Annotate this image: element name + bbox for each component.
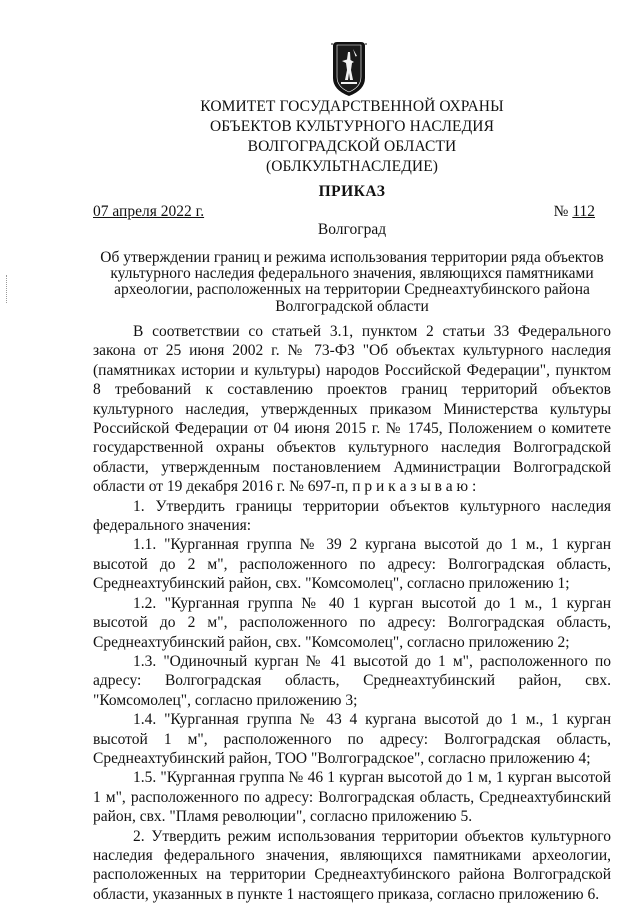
org-line: (ОБЛКУЛЬТНАСЛЕДИЕ) <box>265 158 439 175</box>
org-line: ВОЛГОГРАДСКОЙ ОБЛАСТИ <box>247 138 457 155</box>
organization-name <box>150 97 554 177</box>
order-number-prefix: № <box>553 203 569 220</box>
margin-mark <box>6 275 8 303</box>
body-paragraph-item-1: 1. Утвердить границы территории объектов культурного наследия федерального значения: <box>93 497 611 535</box>
body-paragraph-item-1-5: 1.5. "Курганная группа № 46 1 курган высотой до 1 м, 1 курган высотой 1 м", расположенного по адресу: Волгоградская область, Среднеахтубинский район, свх. "Пламя революции", согласно приложению 5. <box>93 769 611 826</box>
order-title: ПРИКАЗ <box>318 183 386 200</box>
body-paragraph-item-1-4: 1.4. "Курганная группа № 43 4 кургана высотой до 1 м., 1 курган высотой 1 м", расположенного по адресу: Волгоградская область, Среднеахтубинский район, ТОО "Волгоградское", согласно приложению 4; <box>93 711 611 767</box>
order-number <box>554 203 595 221</box>
org-line: ОБЪЕКТОВ КУЛЬТУРНОГО НАСЛЕДИЯ <box>209 118 495 135</box>
order-city: Волгоград <box>317 221 387 238</box>
order-body <box>93 322 611 904</box>
body-paragraph-item-1-1: 1.1. "Курганная группа № 39 2 кургана высотой до 1 м., 1 курган высотой до 2 м", расположенного по адресу: Волгоградская область, Среднеахтубинский район, свх. "Комсомолец", согласно приложению 1; <box>93 536 611 593</box>
body-paragraph-preamble: В соответствии со статьей 3.1, пунктом 2 статьи 33 Федерального закона от 25 июня 2002 г. № 73-ФЗ "Об объектах культурного наследия (памятниках истории и культуры) народов Российской Федерации", пунктом 8 требований к составлению проектов границ территорий объектов культурного наследия, утвержденных приказом Министерства культуры Российской Федерации от 04 июня 2015 г. № 1745, Положением о комитете государственной охраны объектов культурного наследия Волгоградской области, утвержденным постановлением Администрации Волгоградской области от 19 декабря 2016 г. № 697-п, п р и к а з ы в а ю : <box>93 323 611 496</box>
body-paragraph-item-1-3: 1.3. "Одиночный курган № 41 высотой до 1 м", расположенного по адресу: Волгоградская область, Среднеахтубинский район, свх. "Комсомолец", согласно приложению 3; <box>93 652 611 709</box>
order-number-value: 112 <box>572 203 595 220</box>
order-date: 07 апреля 2022 г. <box>93 203 205 220</box>
body-paragraph-item-1-2: 1.2. "Курганная группа № 40 1 курган высотой до 1 м., 1 курган высотой до 2 м", расположенного по адресу: Волгоградская область, Среднеахтубинский район, свх. "Комсомолец", согласно приложению 2; <box>93 594 611 651</box>
volgograd-coat-of-arms-icon <box>331 40 367 98</box>
org-line: КОМИТЕТ ГОСУДАРСТВЕННОЙ ОХРАНЫ <box>200 98 504 115</box>
body-paragraph-item-2: 2. Утвердить режим использования территории объектов культурного наследия федерального значения, являющихся памятниками археологии, расположенных на территории Среднеахтубинского района Волгоградской области, указанных в пункте 1 настоящего приказа, согласно приложению 6. <box>93 827 611 903</box>
order-subject: Об утверждении границ и режима использования территории ряда объектов культурного наследия федерального значения, являющихся памятниками археологии, расположенных на территории Среднеахтубинского района Волгоградской области <box>100 249 604 315</box>
